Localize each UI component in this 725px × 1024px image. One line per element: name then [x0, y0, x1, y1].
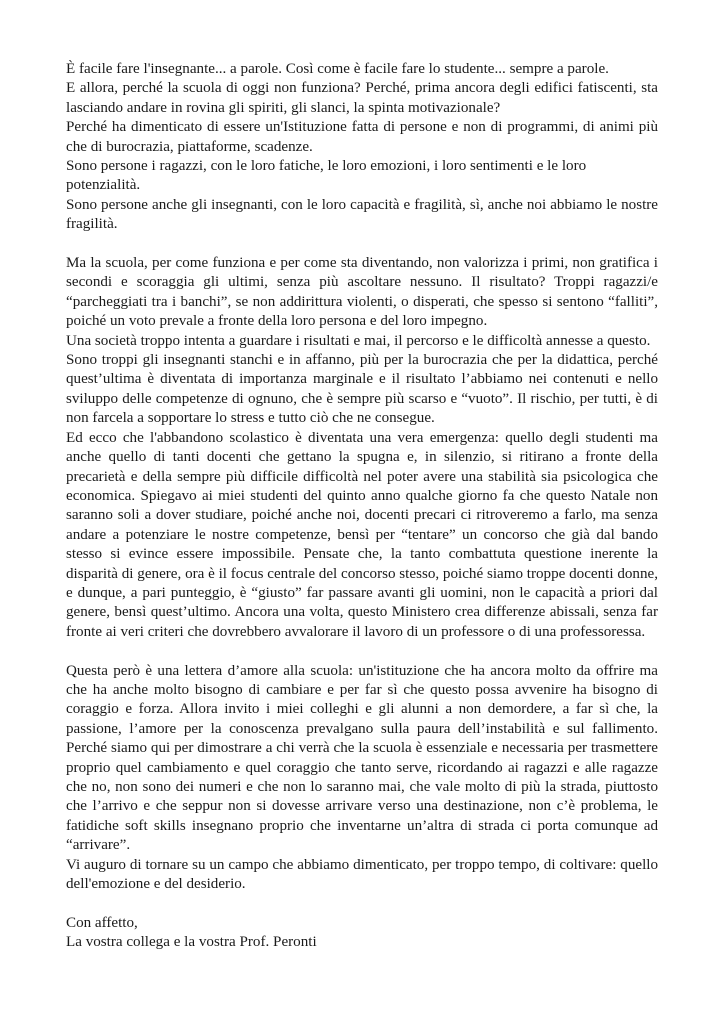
paragraph-gap	[66, 894, 658, 913]
love-letter-section	[66, 662, 658, 895]
intro-paragraph-2: E allora, perché la scuola di oggi non funziona? Perché, prima ancora degli edifici fatiscenti, sta lasciando andare in rovina gli spiriti, gli slanci, la spinta motivazionale?	[66, 80, 658, 116]
love-letter-paragraph-2: Vi auguro di tornare su un campo che abbiamo dimenticato, per troppo tempo, di coltivare: quello dell'emozione e del desiderio.	[66, 856, 658, 893]
intro-paragraph-5: Sono persone anche gli insegnanti, con le loro capacità e fragilità, sì, anche noi abbiamo le nostre fragilità.	[66, 196, 658, 233]
intro-section	[66, 60, 658, 235]
intro-paragraph-1: È facile fare l'insegnante... a parole. Così come è facile fare lo studente... sempre a parole.	[66, 61, 609, 77]
critique-paragraph-1: Ma la scuola, per come funziona e per come sta diventando, non valorizza i primi, non gratifica i secondi e scoraggia gli ultimi, senza più ascoltare nessuno. Il risultato? Troppi ragazzi/e “parcheggiati tra i banchi”, se non addirittura violenti, o disperati, che spesso si sentono “falliti”, poiché un voto prevale a fronte della loro persona e del loro impegno.	[66, 255, 658, 330]
signature: La vostra collega e la vostra Prof. Peronti	[66, 934, 317, 951]
critique-section	[66, 254, 658, 642]
intro-paragraph-3: Perché ha dimenticato di essere un'Istituzione fatta di persone e non di programmi, di animi più che di burocrazia, piattaforme, scadenze.	[66, 119, 658, 155]
paragraph-gap	[66, 235, 658, 254]
sign-off	[66, 914, 658, 953]
intro-paragraph-4: Sono persone i ragazzi, con le loro fatiche, le loro emozioni, i loro sentimenti e le loro potenzialità.	[66, 158, 587, 194]
critique-paragraph-2: Una società troppo intenta a guardare i risultati e mai, il percorso e le difficoltà annesse a questo.	[66, 332, 651, 349]
critique-paragraph-3: Sono troppi gli insegnanti stanchi e in affanno, più per la burocrazia che per la didattica, perché quest’ultima è diventata di importanza marginale e il risultato l’abbiamo nei contenuti e nello sviluppo delle competenze di ognuno, che è sempre più scarso e “vuoto”. Il rischio, per tutti, è di non farcela a sopportare lo stress e tutto ciò che ne consegue.	[66, 352, 658, 427]
critique-paragraph-4: Ed ecco che l'abbandono scolastico è diventata una vera emergenza: quello degli studenti ma anche quello di tanti docenti che gettano la spugna e, in silenzio, si ritirano a fronte della precarietà e della sempre più difficile difficoltà nel poter avere una stabilità sia psicologica che economica. Spiegavo ai miei studenti del quinto anno qualche giorno fa che questo Natale non saranno soli a dover studiare, poiché anche noi, docenti precari ci ritroveremo a farlo, ma senza andare a potenziare le nostre competenze, bensì per “tentare” un concorso che già dal bando stesso si evince essere impossibile. Pensate che, la tanto combattuta questione inerente la disparità di genere, ora è il focus centrale del concorso stesso, poiché siamo troppe docenti donne, e dunque, a pari punteggio, è “giusto” far passare avanti gli uomini, non le capacità a priori dal genere, bensì quest’ultimo. Ancora una volta, questo Ministero crea differenze abissali, senza far fronte ai veri criteri che dovrebbero avvalorare il lavoro di un professore o di una professoressa.	[66, 429, 658, 640]
closing-line: Con affetto,	[66, 914, 138, 931]
letter-page	[66, 60, 658, 953]
love-letter-paragraph-1: Questa però è una lettera d’amore alla scuola: un'istituzione che ha ancora molto da offrire ma che ha anche molto bisogno di cambiare e per far sì che questo possa avvenire ha bisogno di coraggio e forza. Allora invito i miei colleghi e gli alunni a non demordere, a far sì che, la passione, l’amore per la conoscenza prevalgano sulla paura dell’instabilità e sul fallimento. Perché siamo qui per dimostrare a chi verrà che la scuola è essenziale e necessaria per trasmettere proprio quel cambiamento e quel coraggio che tanto serve, ricordando ai ragazzi e alle ragazze che no, non sono dei numeri e che non lo saranno mai, che vale molto di più la strada, piuttosto che l’arrivo e che seppur non si dovesse arrivare verso una destinazione, non c’è problema, le fatidiche soft skills insegnano proprio che inventarne un’altra di strada ci porta comunque ad “arrivare”.	[66, 662, 658, 854]
paragraph-gap	[66, 642, 658, 661]
